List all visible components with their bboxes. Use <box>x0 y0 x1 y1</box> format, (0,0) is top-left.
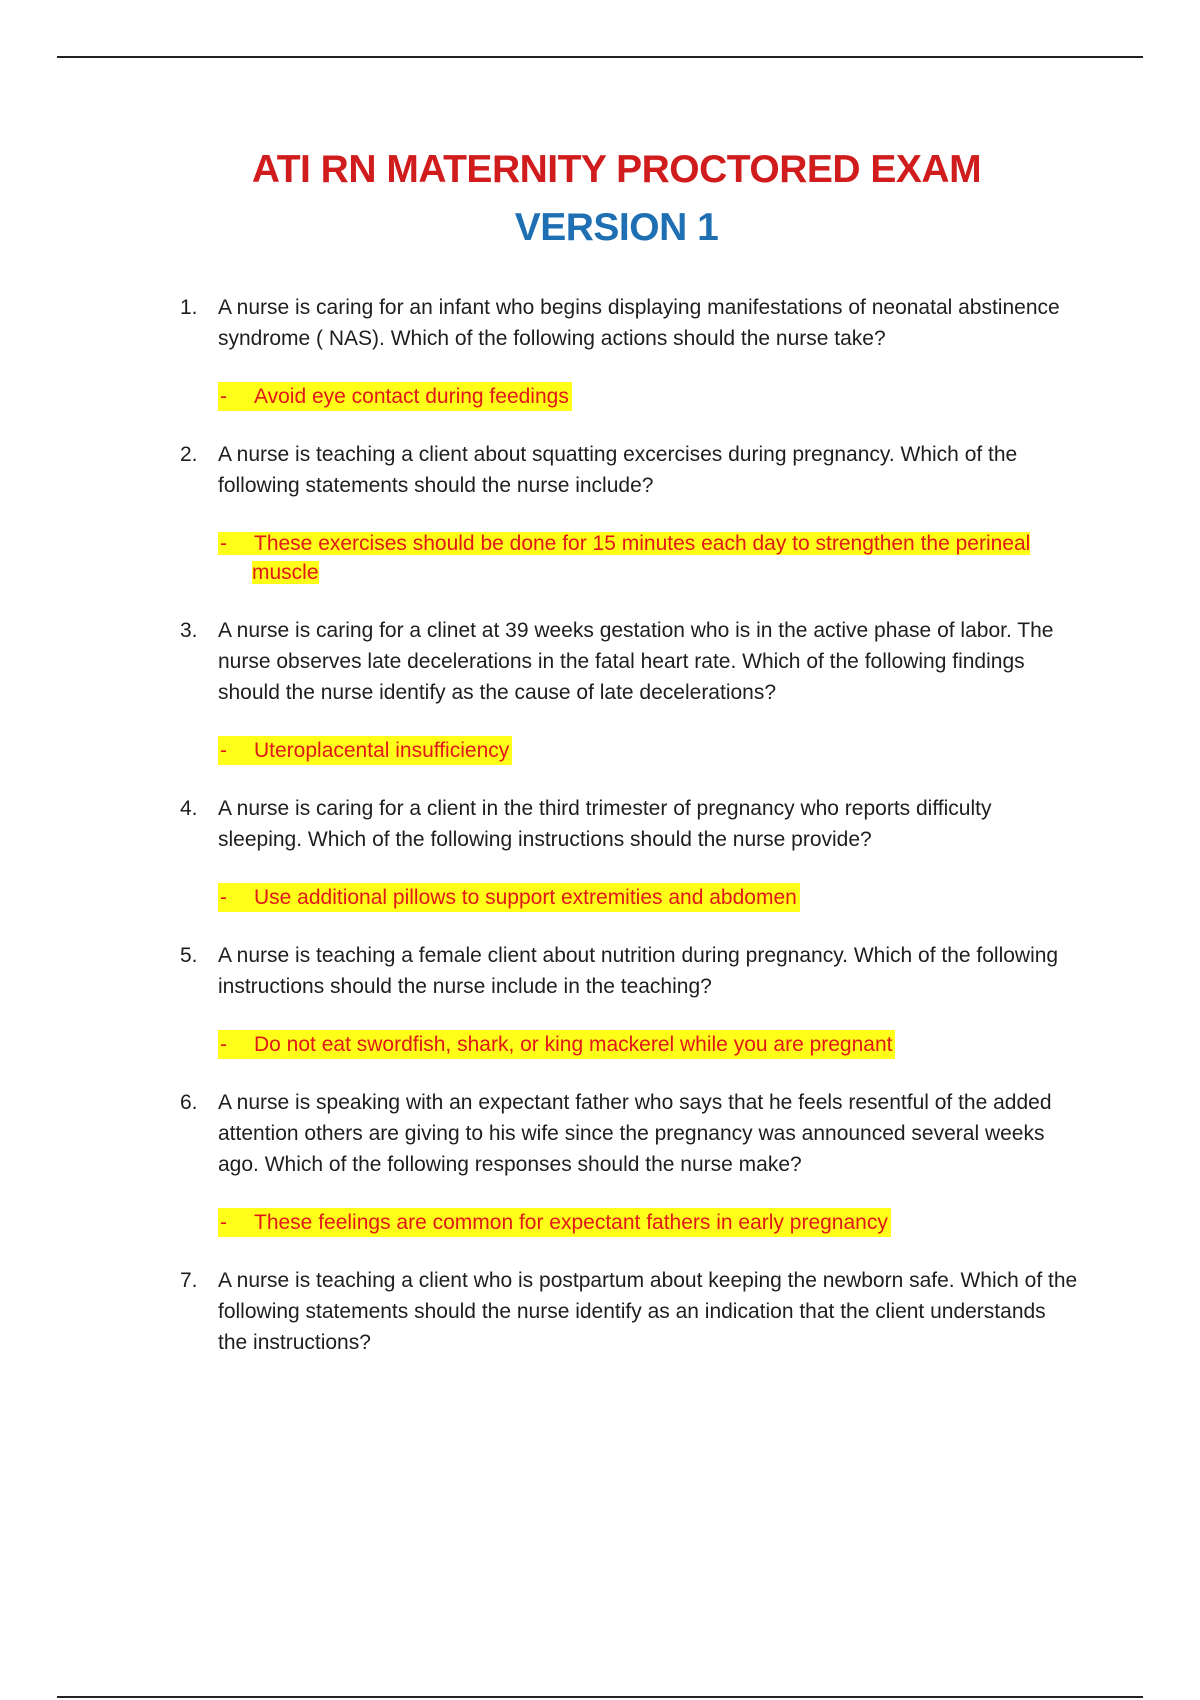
answer-text: Avoid eye contact during feedings <box>254 385 569 408</box>
question-2 <box>180 439 1080 501</box>
question-text: A nurse is teaching a female client about nutrition during pregnancy. Which of the following instructions should the nurse include in the teaching? <box>218 944 1059 998</box>
question-number: 3. <box>180 619 198 642</box>
question-text: A nurse is teaching a client about squatting excercises during pregnancy. Which of the following statements should the nurse include? <box>218 443 1018 497</box>
question-item-3 <box>180 615 1080 793</box>
answer-marker: - <box>220 532 227 555</box>
answer-1 <box>218 382 572 411</box>
question-item-6 <box>180 1087 1080 1265</box>
question-item-2 <box>180 439 1080 587</box>
question-3 <box>180 615 1080 708</box>
answer-text-line1: These exercises should be done for 15 minutes each day to strengthen the perineal <box>254 532 1031 555</box>
answer-marker: - <box>220 1033 227 1056</box>
question-text: A nurse is speaking with an expectant father who says that he feels resentful of the added attention others are giving to his wife since the pregnancy was announced several weeks ago. Which of the following responses should the nurse make? <box>218 1091 1052 1176</box>
top-rule <box>57 56 1143 58</box>
question-number: 6. <box>180 1091 198 1114</box>
answer-4 <box>218 883 800 912</box>
question-4 <box>180 793 1080 855</box>
question-number: 1. <box>180 296 198 319</box>
question-text: A nurse is caring for an infant who begins displaying manifestations of neonatal abstinence syndrome ( NAS). Which of the following actions should the nurse take? <box>218 296 1060 350</box>
bottom-rule <box>57 1696 1143 1698</box>
answer-marker: - <box>220 385 227 408</box>
question-item-7 <box>180 1265 1080 1358</box>
question-list <box>180 292 1080 1358</box>
answer-6 <box>218 1208 891 1237</box>
question-text: A nurse is caring for a client in the third trimester of pregnancy who reports difficulty sleeping. Which of the following instructions should the nurse provide? <box>218 797 992 851</box>
answer-marker: - <box>220 886 227 909</box>
answer-3 <box>218 736 512 765</box>
answer-text-line2: muscle <box>252 561 319 584</box>
question-number: 5. <box>180 944 198 967</box>
document-version: VERSION 1 <box>514 206 719 249</box>
question-text: A nurse is caring for a clinet at 39 weeks gestation who is in the active phase of labor. The nurse observes late decelerations in the fatal heart rate. Which of the following findings should the nurse identify as the cause of late decelerations? <box>218 619 1054 704</box>
question-7 <box>180 1265 1080 1358</box>
question-number: 7. <box>180 1269 198 1292</box>
question-number: 4. <box>180 797 198 820</box>
answer-marker: - <box>220 1211 227 1234</box>
question-1 <box>180 292 1080 354</box>
question-number: 2. <box>180 443 198 466</box>
question-item-4 <box>180 793 1080 940</box>
answer-5 <box>218 1030 895 1059</box>
question-6 <box>180 1087 1080 1180</box>
question-item-1 <box>180 292 1080 439</box>
question-5 <box>180 940 1080 1002</box>
answer-text: Do not eat swordfish, shark, or king mackerel while you are pregnant <box>254 1033 893 1056</box>
answer-marker: - <box>220 739 227 762</box>
answer-2 <box>218 529 1077 587</box>
answer-text: Use additional pillows to support extremities and abdomen <box>254 886 797 909</box>
question-item-5 <box>180 940 1080 1087</box>
answer-text: These feelings are common for expectant fathers in early pregnancy <box>254 1211 888 1234</box>
answer-text: Uteroplacental insufficiency <box>254 739 510 762</box>
question-text: A nurse is teaching a client who is postpartum about keeping the newborn safe. Which of the following statements should the nurse identify as an indication that the client understands the instructions? <box>218 1269 1078 1354</box>
document-title: ATI RN MATERNITY PROCTORED EXAM <box>251 148 982 191</box>
